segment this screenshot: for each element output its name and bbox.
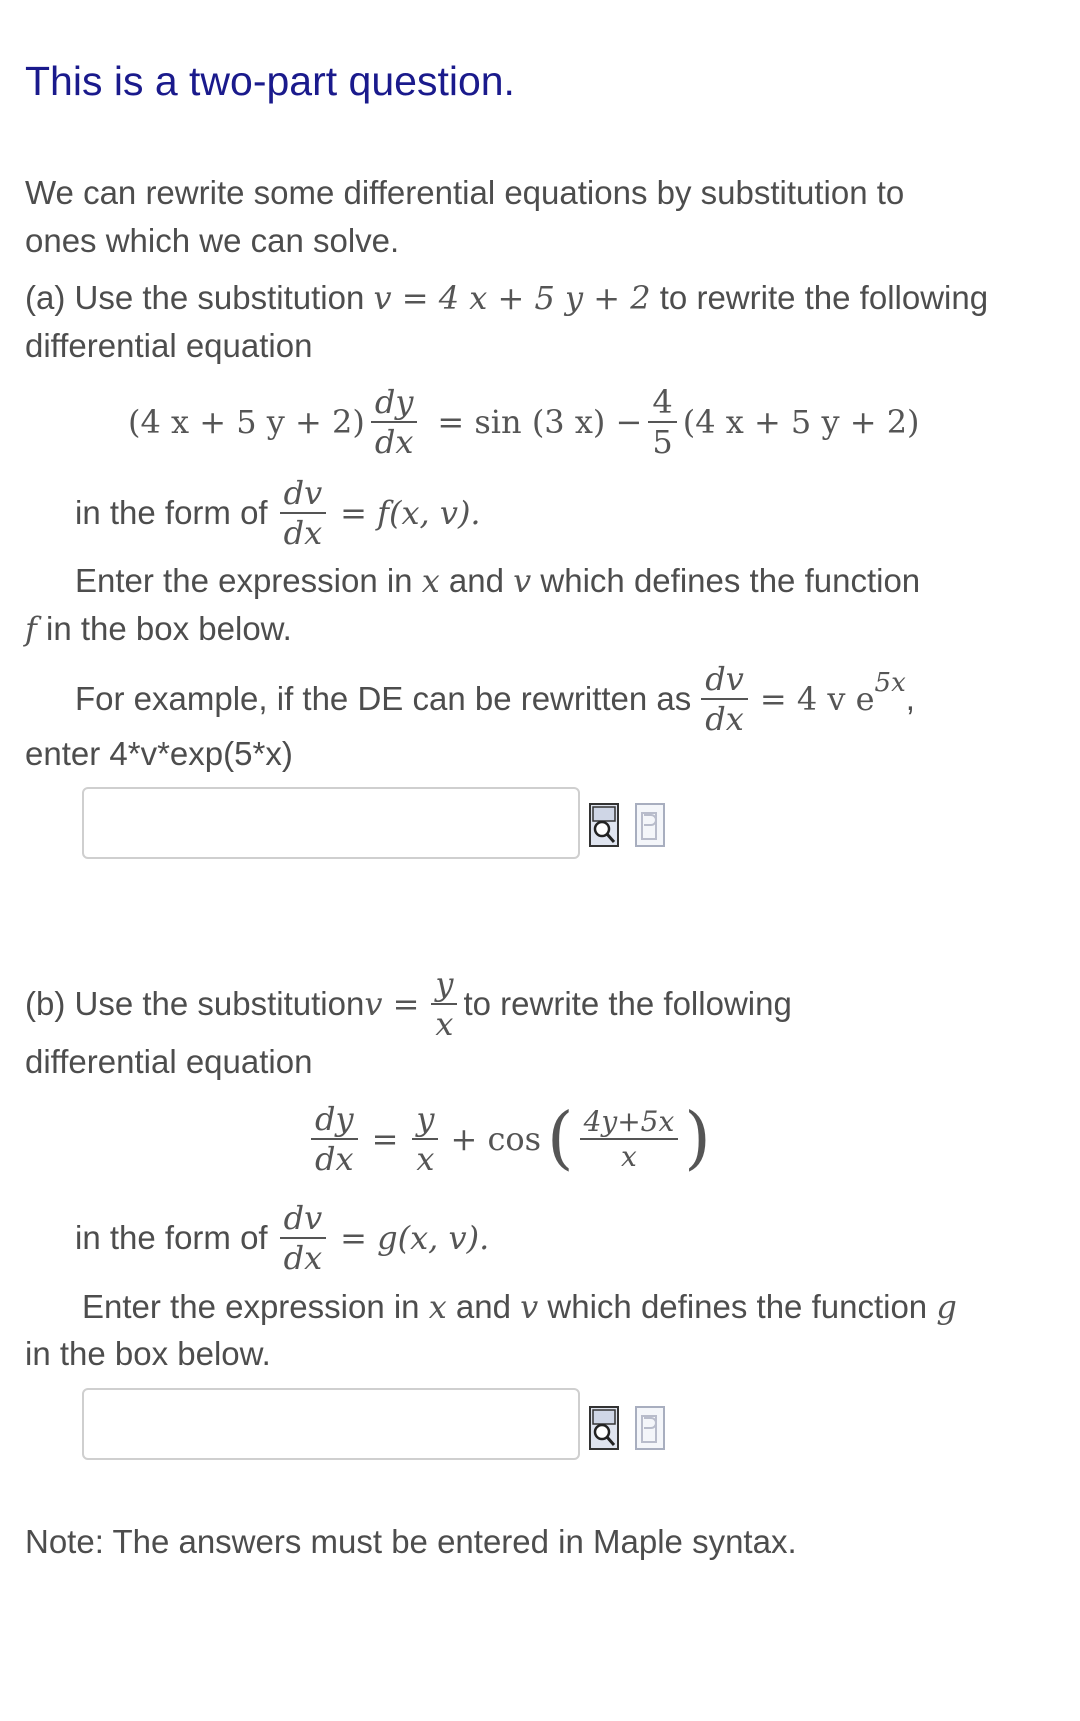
right-paren: )	[684, 1099, 711, 1178]
part-b-form-label: in the form of	[75, 1219, 268, 1256]
eq-a-rhs-2: (4 x + 5 y + 2)	[682, 403, 920, 441]
preview-icon[interactable]	[589, 803, 619, 847]
b-y-over-x-fraction: $\frac{y}{x}$	[412, 1100, 438, 1178]
example-dv-dx-fraction: $\frac{dv}{dx}$	[701, 660, 748, 738]
b-dv-dx-fraction: $\frac{dv}{dx}$	[280, 1199, 327, 1277]
page-title: This is a two-part question.	[25, 58, 515, 104]
part-a-example-2: enter 4*v*exp(5*x)	[25, 735, 293, 772]
y-over-x-fraction: $\frac{y}{x}$	[431, 965, 457, 1043]
left-paren: (	[547, 1099, 574, 1178]
maple-syntax-icon[interactable]	[635, 803, 665, 847]
part-a-instruction: Enter the expression in x and v which defines the function	[75, 562, 921, 600]
maple-syntax-icon[interactable]	[635, 1406, 665, 1450]
part-b-answer-input[interactable]	[82, 1388, 580, 1460]
part-a-substitution: v = 4 x + 5 y + 2	[373, 279, 651, 317]
part-b-form	[75, 1199, 489, 1277]
intro-line-2: ones which we can solve.	[25, 222, 400, 259]
part-b-equation: $\frac{dy}{dx}$ = $\frac{y}{x}$ + cos ( $\frac{4y+5x}{x}$ )	[305, 1100, 711, 1178]
part-a-suffix: to rewrite the following	[650, 279, 989, 316]
b-dy-dx-fraction: $\frac{dy}{dx}$	[311, 1100, 358, 1178]
part-a-answer-input[interactable]	[82, 787, 580, 859]
part-a-form	[75, 474, 481, 552]
part-a-heading-line-2: differential equation	[25, 327, 313, 364]
example-rhs: = 4 v e	[759, 680, 875, 718]
dv-dx-fraction: $\frac{dv}{dx}$	[280, 474, 327, 552]
eq-a-lhs: (4 x + 5 y + 2)	[128, 403, 365, 441]
b-cos-fraction: $\frac{4y+5x}{x}$	[580, 1105, 679, 1173]
part-a-form-rhs: = f(x, v).	[340, 494, 481, 532]
four-fifths-fraction: $\frac{4}{5}$	[648, 383, 676, 461]
part-b-heading-line-2: differential equation	[25, 1043, 313, 1080]
dy-dx-fraction: $\frac{dy}{dx}$	[371, 383, 418, 461]
part-a-example: For example, if the DE can be rewritten as $\frac{dv}{dx}$ = 4 v e 5x ,	[75, 660, 915, 738]
example-text: For example, if the DE can be rewritten as	[75, 680, 692, 717]
example-exponent: 5x	[874, 668, 906, 698]
part-b-heading	[25, 965, 792, 1043]
part-a-instruction-2: f in the box below.	[25, 610, 292, 648]
intro-line-1: We can rewrite some differential equations by substitution to	[25, 174, 905, 211]
part-b-form-rhs: = g(x, v).	[340, 1219, 490, 1257]
part-b-instruction-2: in the box below.	[25, 1335, 271, 1372]
part-a-prefix: (a) Use the substitution	[25, 279, 374, 316]
part-b-instruction: Enter the expression in x and v which defines the function g	[82, 1288, 957, 1326]
part-a-form-label: in the form of	[75, 494, 268, 531]
part-a-equation	[128, 383, 920, 461]
part-b-prefix: (b) Use the substitution	[25, 985, 365, 1022]
part-b-suffix: to rewrite the following	[463, 985, 792, 1022]
part-b-v-eq: v =	[364, 985, 420, 1023]
eq-a-rhs-1: = sin (3 x) −	[437, 403, 643, 441]
maple-syntax-note: Note: The answers must be entered in Maple syntax.	[25, 1523, 797, 1560]
preview-icon[interactable]	[589, 1406, 619, 1450]
part-a-heading	[25, 279, 988, 317]
